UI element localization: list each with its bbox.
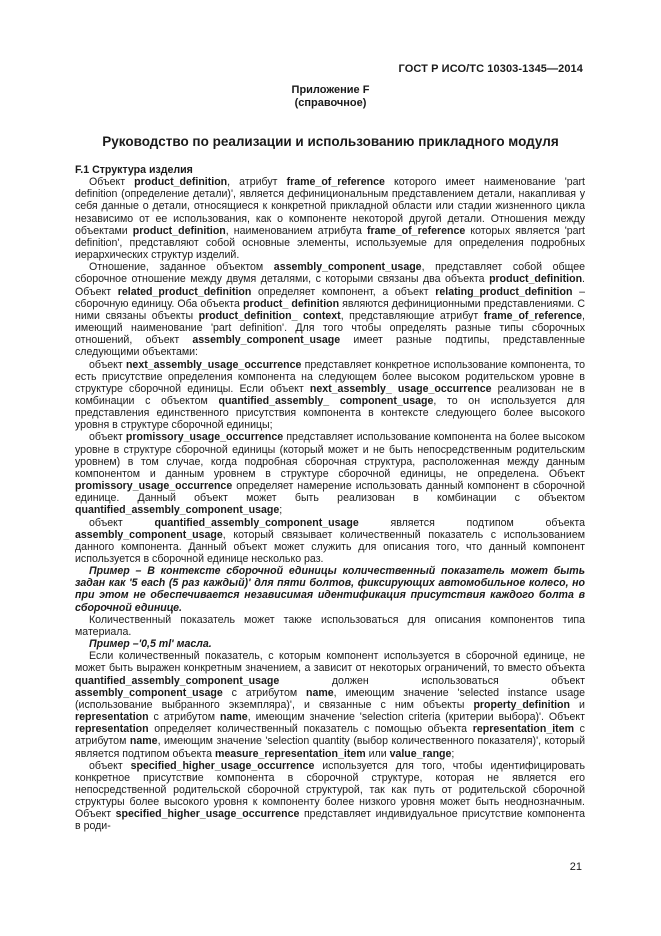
term: quantified_assembly_component_usage <box>75 674 280 687</box>
term: frame_of_reference <box>286 176 385 189</box>
term: measure_representation_item <box>214 747 366 760</box>
term: name <box>129 735 158 748</box>
term: frame_of_reference <box>483 309 583 322</box>
term: quantified_assembly_component_usage <box>75 504 280 517</box>
term: next_assembly_usage_occurrence <box>125 358 302 371</box>
example-note: Пример –'0,5 ml' масла. <box>89 638 212 651</box>
term: quantified_assembly_ component_usage <box>218 394 434 407</box>
paragraph: объект quantified_assembly_component_usage является подтипом объекта assembly_component_usage, который связывает количественный показатель с использованием данного компонента. Данный объект может служить для описания того, что данный компонент используется в сборочной единице несколько раз. <box>75 516 586 565</box>
term: product_definition <box>489 273 583 286</box>
page-number: 21 <box>569 861 582 873</box>
term: next_assembly_ usage_occurrence <box>309 382 492 395</box>
paragraph: объект next_assembly_usage_occurrence представляет конкретное использование компонента, то есть присутствие определения компонента на следующем более высоком родительском уровне в структуре сборочной единицы. Если объект next_assembly_ usage_occurrence реализован не в комбинации с объектом quantified_assembly_ component_usage, то он используется для представления единственного присутствия компонента в контексте следующего более высокого уровня в структуре сборочной единицы; <box>75 358 585 432</box>
term: representation <box>75 711 149 724</box>
term: frame_of_reference <box>366 224 466 237</box>
paragraph: объект specified_higher_usage_occurrence используется для того, чтобы идентифицировать конкретное присутствие компонента в сборочной структуре, которая не является его непосредственной родительской сборочной структурой, так как путь от родительской сборочной структуры более высокого уровня к компоненту более низкого уровня может быть неоднозначным. Объект specified_higher_usage_occurrence представляет индивидуальное присутствие компонента в роди- <box>75 759 585 833</box>
paragraph: Объект product_definition, атрибут frame_of_reference которого имеет наименование 'part definition (определение детали)', является дефинициональным представлением детали, накапливая у себя данные о детали, относящиеся к конкретной прикладной области или стадии жизненного цикла независимо от ее использования, как о компоненте некоторой другой детали. Отношения между объектами product_definition, наименованием атрибута frame_of_reference которых является 'part definition', представляют собой основные элементы, используемые для определения подробных иерархических структур изделий. <box>75 176 585 262</box>
paragraph-list <box>75 176 585 832</box>
standard-designation: ГОСТ Р ИСО/ТС 10303-1345—2014 <box>398 63 583 75</box>
annex-heading <box>0 84 661 110</box>
document-body <box>75 164 585 833</box>
term: product_ definition <box>243 297 340 310</box>
term: assembly_component_usage <box>192 334 341 347</box>
paragraph: Отношение, заданное объектом assembly_component_usage, представляет собой общее сборочное отношение между двумя деталями, с которыми связаны два объекта product_definition. Объект related_product_definition определяет компонент, а объект relating_product_definition – сборочную единицу. Оба объекта product_ definition являются дефиниционными представлениями. С ними связаны объекты product_definition_ context, представляющие атрибут frame_of_reference, имеющий наименование 'part definition'. Для того чтобы определять разные типы сборочных отношений, объект assembly_component_usage имеет разные подтипы, представленные следующими объектами: <box>75 261 585 359</box>
term: relating_product_definition <box>435 285 573 298</box>
term: related_product_definition <box>117 285 252 298</box>
term: representation_item <box>472 723 575 736</box>
term: product_definition <box>132 224 226 237</box>
term: specified_higher_usage_occurrence <box>130 759 315 772</box>
term: promissory_usage_occurrence <box>75 480 233 493</box>
term: assembly_component_usage <box>75 686 223 699</box>
annex-kind: (справочное) <box>294 97 367 109</box>
term: assembly_component_usage <box>75 528 223 541</box>
term: specified_higher_usage_occurrence <box>115 808 300 821</box>
term: property_definition <box>473 698 570 711</box>
term: value_range <box>389 747 452 760</box>
term: product_definition <box>134 176 228 189</box>
section-heading: F.1 Структура изделия <box>75 164 193 176</box>
paragraph: объект promissory_usage_occurrence представляет использование компонента на более высоком уровне в структуре сборочной единицы (который может и не быть непосредственным родительским уровнем) в том случае, когда подробная сборочная структура, расположенная между данным компонентом и данным уровнем в структуре сборочной единицы, не определена. Объект promissory_usage_occurrence определяет намерение использовать данный компонент в сборочной единице. Данный объект может быть реализован в комбинации с объектом quantified_assembly_component_usage; <box>75 431 586 517</box>
example-note: Пример – В контексте сборочной единицы количественный показатель может быть задан как '5 each (5 раз каждый)' для пяти болтов, фиксирующих автомобильное колесо, но при этом не обеспечивается независимая идентификация присутствия каждого болта в сборочной единице. <box>75 565 585 614</box>
term: promissory_usage_occurrence <box>125 431 284 444</box>
term: name <box>220 711 248 724</box>
term: assembly_component_usage <box>273 261 422 274</box>
paragraph: Количественный показатель может также использоваться для описания компонентов типа материала. <box>75 613 585 638</box>
document-title: Руководство по реализации и использованию прикладного модуля <box>102 134 559 149</box>
term: representation <box>75 723 149 736</box>
term: name <box>305 686 334 699</box>
term: product_definition_ context <box>198 309 341 322</box>
paragraph: Если количественный показатель, с которым компонент используется в сборочной единице, не может быть выражен конкретным значением, а зависит от некоторых ограничений, то вместо объекта quantified_assembly_component_usage должен использоваться объект assembly_component_usage с атрибутом name, имеющим значение 'selected instance usage (использование выбранного экземпляра)', и связанные с ним объекты property_definition и representation с атрибутом name, имеющим значение 'selection criteria (критерии выбора)'. Объект representation определяет количественный показатель с помощью объекта representation_item с атрибутом name, имеющим значение 'selection quantity (выбор количественного показателя)', который является подтипом объекта measure_representation_item или value_range; <box>75 650 585 760</box>
annex-title: Приложение F <box>291 84 370 96</box>
term: quantified_assembly_component_usage <box>154 516 359 529</box>
